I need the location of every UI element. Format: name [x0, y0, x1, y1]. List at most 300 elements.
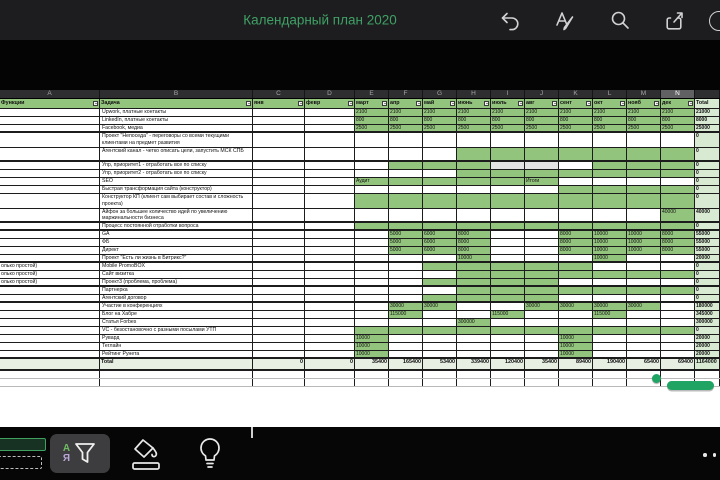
cell-function[interactable] — [0, 186, 100, 193]
column-header[interactable] — [525, 99, 559, 108]
cell-empty[interactable] — [491, 371, 525, 378]
cell-empty[interactable] — [0, 371, 100, 378]
cell-function[interactable] — [0, 223, 100, 229]
cell-month[interactable] — [457, 223, 491, 229]
cell-month[interactable]: 2100 — [627, 109, 661, 116]
cell-month[interactable] — [627, 279, 661, 285]
cell-month[interactable] — [423, 255, 457, 261]
cell-month[interactable] — [559, 162, 593, 169]
cell-month[interactable] — [253, 239, 305, 246]
undo-icon[interactable] — [499, 9, 521, 31]
cell-month[interactable] — [593, 271, 627, 278]
cell-month[interactable] — [491, 295, 525, 301]
cell-month[interactable] — [355, 303, 389, 310]
cell-month[interactable] — [491, 247, 525, 254]
cell-task[interactable]: Рувард — [100, 335, 253, 342]
cell-month[interactable] — [661, 351, 695, 357]
cell-empty[interactable] — [100, 371, 253, 378]
cell-month[interactable] — [559, 311, 593, 318]
cell-month[interactable] — [525, 351, 559, 357]
cell-month[interactable]: 800 — [525, 117, 559, 124]
cell-month[interactable] — [355, 231, 389, 238]
cell-month[interactable] — [389, 271, 423, 278]
column-header[interactable] — [253, 99, 305, 108]
cell-month[interactable]: 2500 — [559, 125, 593, 131]
cell-month[interactable] — [559, 279, 593, 285]
cell-month[interactable] — [593, 327, 627, 334]
cell-month[interactable]: 2500 — [355, 125, 389, 131]
cell-month[interactable] — [627, 148, 661, 161]
share-icon[interactable] — [664, 9, 686, 31]
cell-month[interactable] — [491, 194, 525, 208]
cell-month[interactable] — [491, 162, 525, 169]
cell-month[interactable] — [389, 170, 423, 177]
cell-empty[interactable] — [559, 379, 593, 386]
cell-month[interactable]: 2100 — [389, 109, 423, 116]
cell-month[interactable]: 6000 — [423, 239, 457, 246]
cell-month[interactable] — [305, 263, 355, 270]
cell-month[interactable] — [423, 148, 457, 161]
cell-task[interactable]: GA — [100, 231, 253, 238]
cell-month[interactable]: 8000 — [457, 231, 491, 238]
cell-task[interactable]: Упр, приоритет1 - отработать все по списку — [100, 162, 253, 169]
cell-function[interactable] — [0, 209, 100, 222]
cell-month[interactable] — [491, 351, 525, 357]
cell-empty[interactable] — [253, 379, 305, 386]
filter-button[interactable] — [298, 101, 303, 106]
cell-month[interactable]: 8000 — [661, 247, 695, 254]
cell-month[interactable] — [305, 287, 355, 294]
cell-task[interactable]: Проект3 (проблема, проблема) — [100, 279, 253, 285]
cell-month[interactable] — [491, 170, 525, 177]
filter-button[interactable] — [654, 101, 659, 106]
cell-month[interactable] — [525, 162, 559, 169]
cell-month[interactable] — [525, 223, 559, 229]
cell-month[interactable]: 10000 — [355, 335, 389, 342]
cell-month[interactable] — [661, 178, 695, 185]
cell-month[interactable] — [525, 194, 559, 208]
cell-month[interactable]: 800 — [627, 117, 661, 124]
column-letter-F[interactable]: F — [389, 90, 423, 98]
cell-task[interactable]: ФБ — [100, 239, 253, 246]
cell-month[interactable] — [661, 223, 695, 229]
cell-month[interactable] — [253, 117, 305, 124]
cell-month[interactable] — [355, 223, 389, 229]
cell-task[interactable]: Блог на Хабре — [100, 311, 253, 318]
cell-total[interactable]: 0 — [695, 223, 720, 229]
cell-total[interactable]: 55000 — [695, 247, 720, 254]
account-icon[interactable] — [709, 11, 720, 31]
column-letter-B[interactable]: B — [100, 90, 253, 98]
cell-total[interactable]: 20000 — [695, 343, 720, 350]
cell-month[interactable] — [627, 162, 661, 169]
cell-month[interactable] — [525, 209, 559, 222]
cell-month[interactable] — [305, 133, 355, 147]
cell-month[interactable] — [355, 133, 389, 147]
total-row-value[interactable]: 65400 — [627, 359, 661, 369]
column-header[interactable] — [491, 99, 525, 108]
cell-month[interactable]: 800 — [423, 117, 457, 124]
cell-month[interactable] — [253, 209, 305, 222]
cell-month[interactable] — [627, 327, 661, 334]
cell-month[interactable] — [627, 178, 661, 185]
cell-function[interactable] — [0, 287, 100, 294]
cell-month[interactable]: 2100 — [457, 109, 491, 116]
cell-month[interactable] — [305, 303, 355, 310]
cell-task[interactable]: Упр, приоритет2 - отработать все по списку — [100, 170, 253, 177]
cell-month[interactable]: Итоги — [525, 178, 559, 185]
cell-empty[interactable] — [695, 371, 720, 378]
cell-task[interactable]: Партнерка — [100, 287, 253, 294]
cell-month[interactable] — [457, 311, 491, 318]
cell-function[interactable]: олько простой) — [0, 271, 100, 278]
cell-month[interactable] — [593, 170, 627, 177]
cell-function[interactable] — [0, 351, 100, 357]
cell-empty[interactable] — [100, 379, 253, 386]
cell-month[interactable]: 8000 — [457, 239, 491, 246]
cell-month[interactable] — [305, 351, 355, 357]
cell-month[interactable] — [491, 271, 525, 278]
cell-task[interactable]: Агентский канал - четко описать цели, запустить МСК СПБ — [100, 148, 253, 161]
cell-month[interactable] — [355, 255, 389, 261]
cell-month[interactable] — [389, 327, 423, 334]
cell-empty[interactable] — [423, 379, 457, 386]
cell-month[interactable] — [305, 178, 355, 185]
cell-month[interactable] — [491, 327, 525, 334]
cell-month[interactable] — [389, 133, 423, 147]
cell-month[interactable] — [305, 271, 355, 278]
cell-month[interactable] — [355, 287, 389, 294]
cell-month[interactable] — [457, 186, 491, 193]
cell-total[interactable]: 0 — [695, 170, 720, 177]
cell-month[interactable] — [559, 148, 593, 161]
cell-month[interactable]: 5000 — [389, 247, 423, 254]
column-letter-J[interactable]: J — [525, 90, 559, 98]
cell-month[interactable] — [593, 335, 627, 342]
cell-total[interactable]: 0 — [695, 295, 720, 301]
cell-month[interactable] — [253, 178, 305, 185]
cell-empty[interactable] — [457, 371, 491, 378]
cell-empty[interactable] — [305, 379, 355, 386]
cell-month[interactable] — [457, 148, 491, 161]
cell-month[interactable] — [593, 148, 627, 161]
cell-empty[interactable] — [559, 371, 593, 378]
cell-total[interactable]: 0 — [695, 271, 720, 278]
cell-month[interactable] — [389, 351, 423, 357]
filter-button[interactable] — [416, 101, 421, 106]
cell-month[interactable] — [305, 295, 355, 301]
cell-month[interactable] — [457, 335, 491, 342]
cell-month[interactable]: 6000 — [423, 231, 457, 238]
cell-task[interactable]: Проект "Непоседа" - переговоры со всеми текущими клиентами на предмет развития — [100, 133, 253, 147]
cell-function[interactable] — [0, 359, 100, 369]
cell-month[interactable]: 30000 — [525, 303, 559, 310]
cell-month[interactable]: 2500 — [491, 125, 525, 131]
cell-total[interactable]: 40000 — [695, 209, 720, 222]
cell-month[interactable] — [355, 271, 389, 278]
cell-month[interactable] — [457, 295, 491, 301]
cell-month[interactable] — [525, 327, 559, 334]
cell-month[interactable] — [593, 351, 627, 357]
cell-function[interactable] — [0, 117, 100, 124]
total-row-value[interactable]: 0 — [305, 359, 355, 369]
cell-month[interactable] — [305, 223, 355, 229]
cell-month[interactable] — [389, 319, 423, 326]
cell-month[interactable] — [627, 194, 661, 208]
cell-month[interactable]: 115000 — [389, 311, 423, 318]
cell-month[interactable] — [627, 170, 661, 177]
total-row-label[interactable]: Total — [100, 359, 253, 369]
cell-function[interactable] — [0, 335, 100, 342]
cell-month[interactable]: 2500 — [389, 125, 423, 131]
cell-month[interactable]: 30000 — [389, 303, 423, 310]
cell-month[interactable] — [525, 311, 559, 318]
cell-month[interactable] — [423, 295, 457, 301]
column-header[interactable] — [457, 99, 491, 108]
cell-month[interactable] — [457, 133, 491, 147]
column-header[interactable] — [559, 99, 593, 108]
cell-month[interactable] — [389, 162, 423, 169]
cell-month[interactable] — [661, 287, 695, 294]
cell-month[interactable] — [661, 148, 695, 161]
cell-month[interactable] — [253, 335, 305, 342]
cell-month[interactable] — [559, 295, 593, 301]
cell-month[interactable] — [593, 209, 627, 222]
column-letter-D[interactable]: D — [305, 90, 355, 98]
cell-month[interactable]: 10000 — [593, 239, 627, 246]
cell-month[interactable]: 5000 — [389, 231, 423, 238]
column-letter-I[interactable]: I — [491, 90, 525, 98]
cell-month[interactable] — [491, 239, 525, 246]
cell-month[interactable]: 10000 — [355, 343, 389, 350]
cell-task[interactable]: Директ — [100, 247, 253, 254]
cell-month[interactable] — [457, 279, 491, 285]
cell-total[interactable]: 20000 — [695, 335, 720, 342]
cell-month[interactable] — [355, 186, 389, 193]
cell-month[interactable] — [305, 247, 355, 254]
cell-month[interactable] — [457, 209, 491, 222]
cell-month[interactable] — [457, 303, 491, 310]
cell-month[interactable] — [491, 263, 525, 270]
cell-month[interactable] — [423, 271, 457, 278]
cell-month[interactable]: Аудит — [355, 178, 389, 185]
cell-month[interactable] — [305, 148, 355, 161]
cell-month[interactable] — [661, 327, 695, 334]
more-icon[interactable] — [703, 453, 716, 457]
cell-month[interactable] — [355, 327, 389, 334]
cell-function[interactable]: олько простой) — [0, 279, 100, 285]
cell-task[interactable]: Конструктор КП (клиент сам выбирает состав и сложность проекта) — [100, 194, 253, 208]
cell-total[interactable]: 0 — [695, 279, 720, 285]
cell-task[interactable]: SEO — [100, 178, 253, 185]
cell-month[interactable] — [559, 209, 593, 222]
cell-month[interactable] — [305, 117, 355, 124]
filter-button[interactable] — [552, 101, 557, 106]
filter-button[interactable] — [484, 101, 489, 106]
column-letter-L[interactable]: L — [593, 90, 627, 98]
filter-button[interactable] — [620, 101, 625, 106]
column-letter-H[interactable]: H — [457, 90, 491, 98]
sort-filter-button[interactable] — [50, 434, 110, 473]
cell-total[interactable]: 0 — [695, 186, 720, 193]
cell-month[interactable] — [389, 343, 423, 350]
cell-month[interactable]: 2100 — [525, 109, 559, 116]
cell-month[interactable]: 8000 — [559, 231, 593, 238]
cell-month[interactable] — [593, 162, 627, 169]
column-letter-A[interactable]: A — [0, 90, 100, 98]
cell-month[interactable] — [355, 295, 389, 301]
cell-month[interactable] — [355, 209, 389, 222]
cell-month[interactable] — [305, 335, 355, 342]
cell-month[interactable] — [457, 178, 491, 185]
cell-month[interactable] — [525, 263, 559, 270]
cell-month[interactable] — [355, 319, 389, 326]
cell-month[interactable] — [627, 287, 661, 294]
cell-function[interactable] — [0, 194, 100, 208]
total-row-value[interactable]: 165400 — [389, 359, 423, 369]
cell-month[interactable] — [423, 194, 457, 208]
cell-month[interactable] — [457, 287, 491, 294]
cell-task[interactable]: Агентский договор — [100, 295, 253, 301]
cell-month[interactable] — [423, 178, 457, 185]
cell-total[interactable]: 0 — [695, 162, 720, 169]
cell-month[interactable]: 800 — [559, 117, 593, 124]
cell-month[interactable] — [389, 178, 423, 185]
cell-month[interactable] — [355, 279, 389, 285]
cell-month[interactable] — [389, 186, 423, 193]
cell-total[interactable]: 25000 — [695, 125, 720, 131]
cell-month[interactable] — [355, 263, 389, 270]
cell-month[interactable] — [491, 186, 525, 193]
cell-month[interactable] — [627, 255, 661, 261]
cell-month[interactable] — [423, 351, 457, 357]
cell-month[interactable] — [305, 109, 355, 116]
cell-total[interactable]: 0 — [695, 148, 720, 161]
cell-month[interactable] — [525, 239, 559, 246]
cell-function[interactable] — [0, 125, 100, 131]
cell-function[interactable] — [0, 133, 100, 147]
cell-total[interactable]: 0 — [695, 263, 720, 270]
column-header[interactable] — [627, 99, 661, 108]
cell-month[interactable] — [559, 255, 593, 261]
cell-month[interactable] — [559, 319, 593, 326]
cell-month[interactable] — [491, 279, 525, 285]
cell-total[interactable]: 0 — [695, 194, 720, 208]
cell-month[interactable]: 8000 — [559, 247, 593, 254]
cell-month[interactable] — [355, 162, 389, 169]
cell-month[interactable] — [253, 223, 305, 229]
cell-month[interactable] — [559, 223, 593, 229]
cell-function[interactable] — [0, 239, 100, 246]
cell-month[interactable] — [355, 247, 389, 254]
cell-month[interactable] — [457, 170, 491, 177]
cell-month[interactable]: 2500 — [457, 125, 491, 131]
cell-task[interactable]: Mobile PromoBOX — [100, 263, 253, 270]
cell-month[interactable] — [305, 311, 355, 318]
cell-month[interactable]: 2100 — [559, 109, 593, 116]
cell-month[interactable] — [593, 343, 627, 350]
column-header[interactable] — [593, 99, 627, 108]
cell-empty[interactable] — [593, 379, 627, 386]
cell-month[interactable] — [305, 186, 355, 193]
cell-month[interactable] — [389, 209, 423, 222]
cell-month[interactable] — [457, 343, 491, 350]
cell-month[interactable] — [389, 255, 423, 261]
cell-month[interactable] — [661, 186, 695, 193]
cell-function[interactable] — [0, 327, 100, 334]
cell-month[interactable] — [253, 263, 305, 270]
cell-month[interactable] — [525, 319, 559, 326]
cell-empty[interactable] — [0, 379, 100, 386]
cell-function[interactable] — [0, 295, 100, 301]
cell-month[interactable] — [355, 311, 389, 318]
cell-month[interactable] — [559, 186, 593, 193]
cell-task[interactable]: Upwork, платные контакты — [100, 109, 253, 116]
cell-month[interactable]: 2100 — [355, 109, 389, 116]
cell-task[interactable]: Статья Forbes — [100, 319, 253, 326]
cell-month[interactable] — [253, 148, 305, 161]
cell-month[interactable] — [525, 255, 559, 261]
cell-month[interactable]: 30000 — [593, 303, 627, 310]
cell-empty[interactable] — [423, 371, 457, 378]
cell-month[interactable]: 800 — [355, 117, 389, 124]
cell-month[interactable]: 8000 — [559, 239, 593, 246]
cell-task[interactable]: VC - безостановочно с разными посылами УТП — [100, 327, 253, 334]
cell-month[interactable] — [661, 255, 695, 261]
cell-function[interactable] — [0, 170, 100, 177]
cell-total[interactable]: 0 — [695, 178, 720, 185]
cell-empty[interactable] — [305, 371, 355, 378]
cell-function[interactable]: олько простой) — [0, 263, 100, 270]
cell-month[interactable]: 6000 — [423, 247, 457, 254]
cell-month[interactable] — [491, 223, 525, 229]
cell-empty[interactable] — [661, 371, 695, 378]
cell-month[interactable] — [305, 162, 355, 169]
column-letter-G[interactable]: G — [423, 90, 457, 98]
filter-button[interactable] — [93, 101, 98, 106]
cell-month[interactable] — [253, 319, 305, 326]
format-text-icon[interactable] — [554, 9, 576, 31]
cell-month[interactable] — [525, 133, 559, 147]
cell-month[interactable] — [661, 343, 695, 350]
cell-task[interactable]: Айфон за большее количество идей по увеличению маржинальности бизнеса — [100, 209, 253, 222]
cell-month[interactable]: 10000 — [627, 239, 661, 246]
cell-task[interactable]: Сайт визитка — [100, 271, 253, 278]
cell-function[interactable] — [0, 247, 100, 254]
cell-month[interactable] — [559, 287, 593, 294]
cell-function[interactable] — [0, 343, 100, 350]
cell-month[interactable] — [491, 148, 525, 161]
cell-month[interactable]: 8000 — [661, 239, 695, 246]
cell-month[interactable] — [627, 263, 661, 270]
cell-task[interactable]: Процесс постоянной отработки вопроса — [100, 223, 253, 229]
column-header[interactable] — [695, 99, 720, 108]
cell-month[interactable] — [253, 295, 305, 301]
cell-month[interactable] — [525, 335, 559, 342]
cell-month[interactable] — [253, 194, 305, 208]
cell-month[interactable] — [491, 287, 525, 294]
cell-month[interactable] — [253, 303, 305, 310]
cell-month[interactable] — [627, 209, 661, 222]
cell-function[interactable] — [0, 255, 100, 261]
cell-month[interactable] — [423, 327, 457, 334]
cell-month[interactable] — [423, 287, 457, 294]
cell-function[interactable] — [0, 109, 100, 116]
cell-month[interactable] — [423, 133, 457, 147]
cell-month[interactable] — [305, 279, 355, 285]
cell-month[interactable] — [627, 271, 661, 278]
cell-empty[interactable] — [355, 379, 389, 386]
